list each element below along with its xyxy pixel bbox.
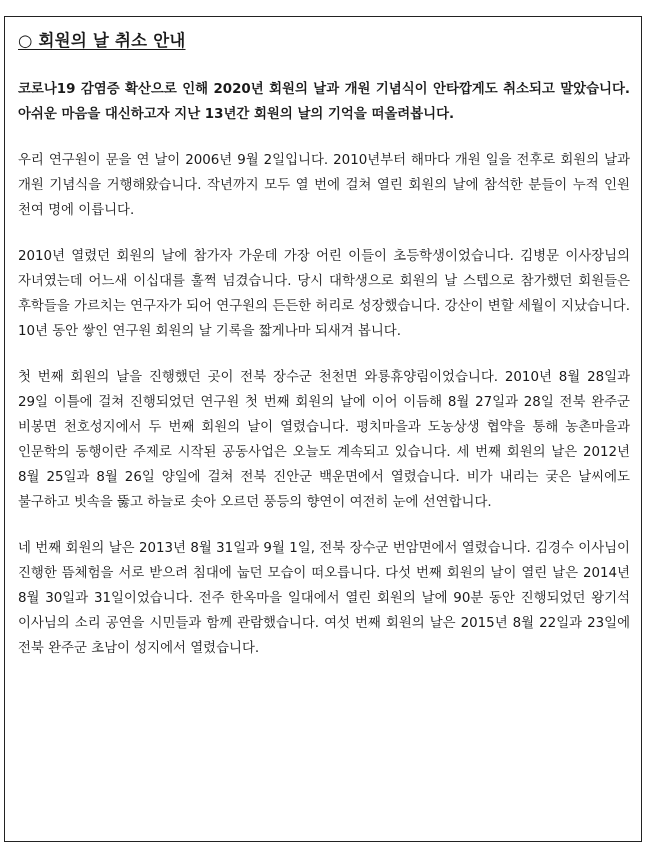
paragraph-3: 첫 번째 회원의 날을 진행했던 곳이 전북 장수군 천천면 와룡휴양림이었습니다. 2010년 8월 28일과 29일 이틀에 걸쳐 진행되었던 연구원 첫 번째 회원의 날에 이어 이듬해 8월 27일과 28일 전북 완주군 비봉면 천호성지에서 두 번째 회원의 날이 열렸습니다. 평치마을과 도농상생 협약을 통해 농촌마을과 인문학의 동행이란 주제로 시작된 공동사업은 오늘도 계속되고 있습니다. 세 번째 회원의 날은 2012년 8월 25일과 8월 26일 양일에 걸쳐 전북 진안군 백운면에서 열렸습니다. 비가 내리는 궂은 날씨에도 불구하고 빗속을 뚫고 하늘로 솟아 오르던 풍등의 향연이 여전히 눈에 선연합니다. [18,370,630,510]
document-body [18,27,630,661]
paragraph-1: 우리 연구원이 문을 연 날이 2006년 9월 2일입니다. 2010년부터 해마다 개원 일을 전후로 회원의 날과 개원 기념식을 거행해왔습니다. 작년까지 모두 열 번에 걸쳐 열린 회원의 날에 참석한 분들이 누적 인원 천여 명에 이릅니다. [18,153,630,218]
document-title: ○ 회원의 날 취소 안내 [18,31,186,50]
intro-paragraph: 코로나19 감염증 확산으로 인해 2020년 회원의 날과 개원 기념식이 안타깝게도 취소되고 말았습니다. 아쉬운 마음을 대신하고자 지난 13년간 회원의 날의 기억을 떠올려봅니다. [18,82,630,122]
paragraph-2: 2010년 열렸던 회원의 날에 참가자 가운데 가장 어린 이들이 초등학생이었습니다. 김병문 이사장님의 자녀였는데 어느새 이십대를 훌쩍 넘겼습니다. 당시 대학생으로 회원의 날 스텝으로 참가했던 회원들은 후학들을 가르치는 연구자가 되어 연구원의 든든한 허리로 성장했습니다. 강산이 변할 세월이 지났습니다. 10년 동안 쌓인 연구원 회원의 날 기록을 짧게나마 되새겨 봅니다. [18,249,630,339]
paragraph-4: 네 번째 회원의 날은 2013년 8월 31일과 9월 1일, 전북 장수군 번암면에서 열렸습니다. 김경수 이사님이 진행한 뜸체험을 서로 받으려 침대에 눕던 모습이 떠오릅니다. 다섯 번째 회원의 날이 열린 날은 2014년 8월 30일과 31일이었습니다. 전주 한옥마을 일대에서 열린 회원의 날에 90분 동안 진행되었던 왕기석 이사님의 소리 공연을 시민들과 함께 관람했습니다. 여섯 번째 회원의 날은 2015년 8월 22일과 23일에 전북 완주군 초남이 성지에서 열렸습니다. [18,541,630,656]
document-frame [4,16,642,842]
